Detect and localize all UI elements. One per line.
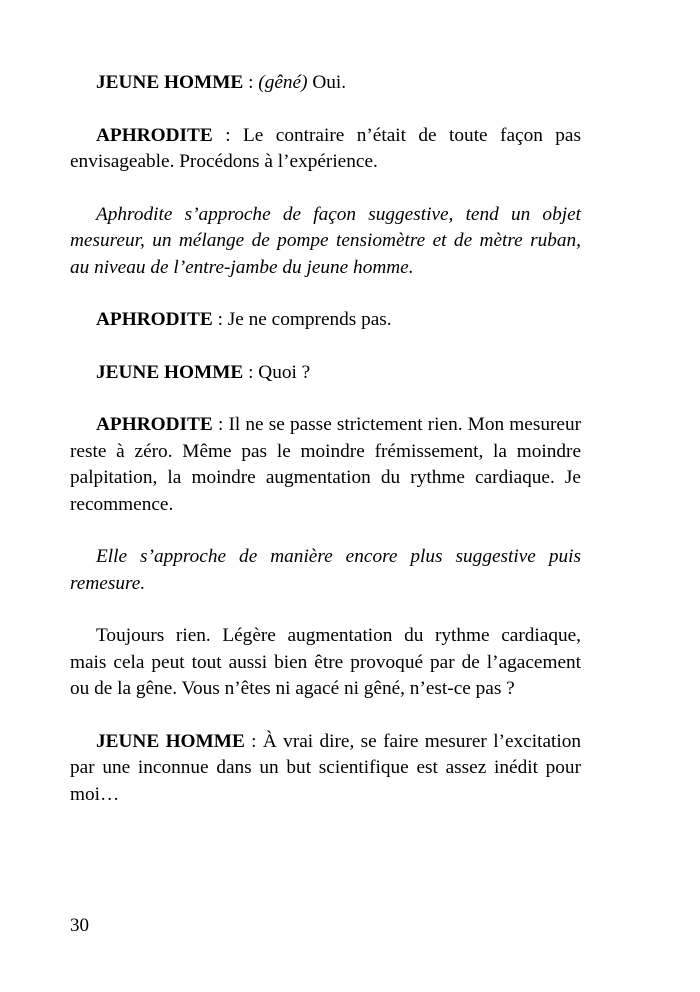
inline-stage-direction: (gêné)	[258, 72, 308, 93]
dialogue-continuation-paragraph: Toujours rien. Légère augmentation du rythme cardiaque, mais cela peut tout aussi bien être provoqué par de l’agacement ou de la gêne. Vous n’êtes ni agacé ni gêné, n’est-ce pas ?	[70, 625, 581, 699]
dialogue-paragraph	[70, 307, 581, 334]
speaker-separator: :	[212, 309, 228, 330]
speaker-separator: :	[243, 72, 259, 93]
dialogue-text: Je ne comprends pas.	[227, 309, 392, 330]
speaker-name: APHRODITE	[96, 309, 213, 330]
page-number: 30	[70, 915, 89, 936]
dialogue-text: À vrai dire, se faire mesurer l’excitation par une inconnue dans un but scientifique est assez inédit pour moi…	[70, 730, 581, 805]
speaker-separator: :	[212, 414, 229, 435]
dialogue-paragraph	[70, 729, 581, 809]
speaker-name: JEUNE HOMME	[96, 361, 244, 383]
dialogue-paragraph	[70, 123, 581, 176]
dialogue-text: Quoi ?	[258, 361, 311, 383]
speaker-separator: :	[244, 730, 263, 752]
page-body	[70, 70, 581, 834]
dialogue-text: Oui.	[307, 72, 347, 93]
speaker-name: APHRODITE	[96, 124, 213, 146]
speaker-name: JEUNE HOMME	[96, 730, 245, 752]
stage-direction-paragraph: Aphrodite s’approche de façon suggestive, tend un objet mesureur, un mélange de pompe tensiomètre et de mètre ruban, au niveau de l’entre-jambe du jeune homme.	[70, 203, 581, 278]
dialogue-paragraph	[70, 360, 581, 387]
dialogue-paragraph	[70, 70, 581, 97]
dialogue-text: Il ne se passe strictement rien. Mon mesureur reste à zéro. Même pas le moindre frémissement, la moindre palpitation, la moindre augmentation du rythme cardiaque. Je recommence.	[70, 414, 582, 515]
speaker-name: JEUNE HOMME	[96, 72, 244, 93]
dialogue-text: Le contraire n’était de toute façon pas envisageable. Procédons à l’expérience.	[70, 124, 581, 172]
speaker-name: APHRODITE	[96, 414, 213, 435]
stage-direction-paragraph: Elle s’approche de manière encore plus suggestive puis remesure.	[70, 546, 581, 594]
speaker-separator: :	[243, 361, 259, 383]
dialogue-paragraph	[70, 412, 581, 518]
speaker-separator: :	[212, 124, 244, 146]
